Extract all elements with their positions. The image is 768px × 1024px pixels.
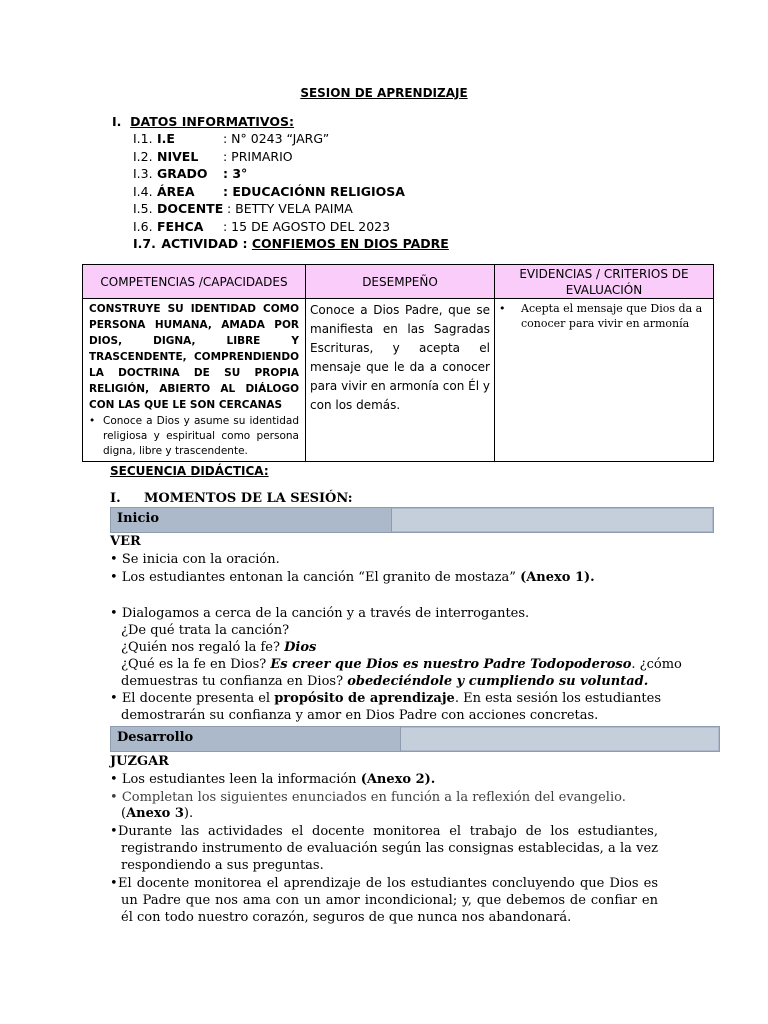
item-text: El docente presenta el bbox=[121, 691, 275, 706]
paren-open: ( bbox=[121, 806, 127, 821]
question-text: ¿Quién nos regaló la fe? bbox=[121, 640, 285, 655]
question-text: . ¿cómo bbox=[631, 657, 682, 672]
info-num: I.3. bbox=[133, 166, 153, 181]
list-item-continuation: él con todo nuestro corazón, seguros de que nunca nos abandonará. bbox=[121, 910, 572, 925]
bullet-icon: • bbox=[89, 415, 96, 427]
question-line bbox=[121, 674, 648, 689]
info-num: I.5. bbox=[133, 201, 153, 216]
section-number: I. bbox=[112, 114, 122, 129]
section-number: I. bbox=[110, 491, 121, 506]
item-text: Los estudiantes entonan la canción “El granito de mostaza” bbox=[117, 570, 521, 585]
answer-text: Es creer que Dios es nuestro Padre Todopoderoso bbox=[270, 657, 632, 672]
info-num: I.2. bbox=[133, 149, 153, 164]
table-header-row bbox=[83, 265, 714, 299]
answer-text: Dios bbox=[284, 640, 317, 655]
info-row-docente bbox=[133, 201, 353, 216]
info-value: : EDUCACIÓNN RELIGIOSA bbox=[223, 184, 405, 199]
desarrollo-label: Desarrollo bbox=[117, 730, 194, 745]
section-title: DATOS INFORMATIVOS: bbox=[130, 114, 295, 129]
bold-text: propósito de aprendizaje bbox=[274, 691, 455, 706]
capacidad-item bbox=[89, 414, 299, 459]
table-row bbox=[83, 299, 714, 462]
anexo-ref: Anexo 3 bbox=[126, 806, 184, 821]
info-num: I.1. bbox=[133, 131, 153, 146]
info-colon: : bbox=[238, 236, 252, 251]
evidencia-cell bbox=[495, 299, 714, 462]
paren-close: ). bbox=[183, 806, 194, 821]
question-line bbox=[121, 640, 316, 655]
header-evidencias: EVIDENCIAS / CRITERIOS DE EVALUACIÓN bbox=[495, 265, 714, 299]
info-label: ÁREA bbox=[157, 184, 195, 199]
list-item: Durante las actividades el docente monitorea el trabajo de los estudiantes, bbox=[118, 824, 658, 839]
list-item: • Se inicia con la oración. bbox=[110, 552, 280, 567]
anexo-ref: (Anexo 2). bbox=[360, 772, 436, 787]
list-item-continuation bbox=[121, 806, 193, 821]
info-row-fecha bbox=[133, 219, 390, 234]
moments-heading bbox=[110, 491, 353, 506]
band-right-cell bbox=[392, 509, 712, 531]
info-row-grado bbox=[133, 166, 247, 181]
info-row-area bbox=[133, 184, 405, 199]
desarrollo-band bbox=[110, 726, 720, 752]
list-item-continuation: registrando instrumento de evaluación según las consignas establecidas, a la vez bbox=[121, 841, 658, 856]
list-item: • Los estudiantes leen la información (Anexo 2). bbox=[110, 772, 436, 787]
page-title: SESION DE APRENDIZAJE bbox=[300, 86, 468, 100]
question-line: ¿De qué trata la canción? bbox=[121, 623, 290, 638]
list-item-continuation: respondiendo a sus preguntas. bbox=[121, 858, 324, 873]
evidencia-text: Acepta el mensaje que Dios da a conocer para vivir en armonía bbox=[521, 302, 703, 330]
anexo-ref: (Anexo 1). bbox=[520, 570, 595, 585]
competencias-table bbox=[82, 264, 714, 462]
capacidad-text: Conoce a Dios y asume su identidad religiosa y espiritual como persona digna, libre y trascendente. bbox=[103, 415, 299, 457]
item-text: Los estudiantes leen la información bbox=[121, 772, 361, 787]
info-value: : 15 DE AGOSTO DEL 2023 bbox=[223, 219, 391, 234]
bullet-icon: • bbox=[110, 876, 118, 891]
info-num: I.7. bbox=[133, 236, 156, 251]
info-label: DOCENTE bbox=[157, 201, 224, 216]
info-label: NIVEL bbox=[157, 149, 199, 164]
ver-heading: VER bbox=[110, 534, 141, 549]
desempeno-cell: Conoce a Dios Padre, que se manifiesta en las Sagradas Escrituras, y acepta el mensaje que le da a conocer para vivir en armonía con Él y con los demás. bbox=[306, 299, 495, 462]
item-text: Completan los siguientes enunciados en función a la reflexión del evangelio. bbox=[121, 790, 626, 805]
info-value: : N° 0243 “JARG” bbox=[223, 131, 330, 146]
bullet-icon: • bbox=[110, 824, 118, 839]
section-title: MOMENTOS DE LA SESIÓN: bbox=[144, 491, 353, 506]
inicio-label: Inicio bbox=[117, 511, 159, 526]
competencia-cell bbox=[83, 299, 306, 462]
info-label: FEHCA bbox=[157, 219, 204, 234]
info-value: : 3° bbox=[223, 166, 248, 181]
info-value: : PRIMARIO bbox=[223, 149, 293, 164]
info-row-ie bbox=[133, 131, 329, 146]
list-item: • El docente presenta el propósito de aprendizaje. En esta sesión los estudiantes bbox=[110, 691, 662, 706]
item-text: Dialogamos a cerca de la canción y a través de interrogantes. bbox=[121, 606, 530, 621]
answer-text: obedeciéndole y cumpliendo su voluntad. bbox=[347, 674, 649, 689]
juzgar-heading: JUZGAR bbox=[110, 754, 169, 769]
inicio-band bbox=[110, 507, 714, 533]
info-num: I.6. bbox=[133, 219, 153, 234]
info-row-actividad bbox=[133, 236, 449, 251]
bullet-icon: • bbox=[499, 302, 506, 315]
info-value: : BETTY VELA PAIMA bbox=[223, 201, 353, 216]
header-competencias: COMPETENCIAS /CAPACIDADES bbox=[83, 265, 306, 299]
band-right-cell bbox=[401, 728, 718, 750]
section-datos-informativos bbox=[112, 114, 294, 129]
info-label: GRADO bbox=[157, 166, 208, 181]
list-item-continuation: un Padre que nos ama con un amor incondicional; y, que debemos de confiar en bbox=[121, 893, 658, 908]
item-text: . En esta sesión los estudiantes bbox=[454, 691, 662, 706]
info-num: I.4. bbox=[133, 184, 153, 199]
competencia-text: CONSTRUYE SU IDENTIDAD COMO PERSONA HUMANA, AMADA POR DIOS, DIGNA, LIBRE Y TRASCENDENTE, COMPRENDIENDO LA DOCTRINA DE SU PROPIA RELIGIÓN, ABIERTO AL DIÁLOGO CON LAS QUE LE SON CERCANAS bbox=[89, 303, 299, 411]
list-item: • Completan los siguientes enunciados en función a la reflexión del evangelio. bbox=[110, 790, 626, 805]
secuencia-heading: SECUENCIA DIDÁCTICA: bbox=[110, 464, 269, 478]
list-item: El docente monitorea el aprendizaje de los estudiantes concluyendo que Dios es bbox=[118, 876, 658, 891]
item-text: Se inicia con la oración. bbox=[121, 552, 280, 567]
info-row-nivel bbox=[133, 149, 293, 164]
question-text: ¿Qué es la fe en Dios? bbox=[121, 657, 271, 672]
header-desempeno: DESEMPEÑO bbox=[306, 265, 495, 299]
info-label: ACTIVIDAD bbox=[161, 236, 239, 251]
list-item: • Los estudiantes entonan la canción “El granito de mostaza” (Anexo 1). bbox=[110, 570, 595, 585]
question-line bbox=[121, 657, 682, 672]
activity-title: CONFIEMOS EN DIOS PADRE bbox=[251, 236, 449, 251]
info-label: I.E bbox=[157, 131, 175, 146]
list-item-continuation: demostrarán su confianza y amor en Dios Padre con acciones concretas. bbox=[121, 708, 599, 723]
list-item: • Dialogamos a cerca de la canción y a través de interrogantes. bbox=[110, 606, 530, 621]
question-text: demuestras tu confianza en Dios? bbox=[121, 674, 348, 689]
